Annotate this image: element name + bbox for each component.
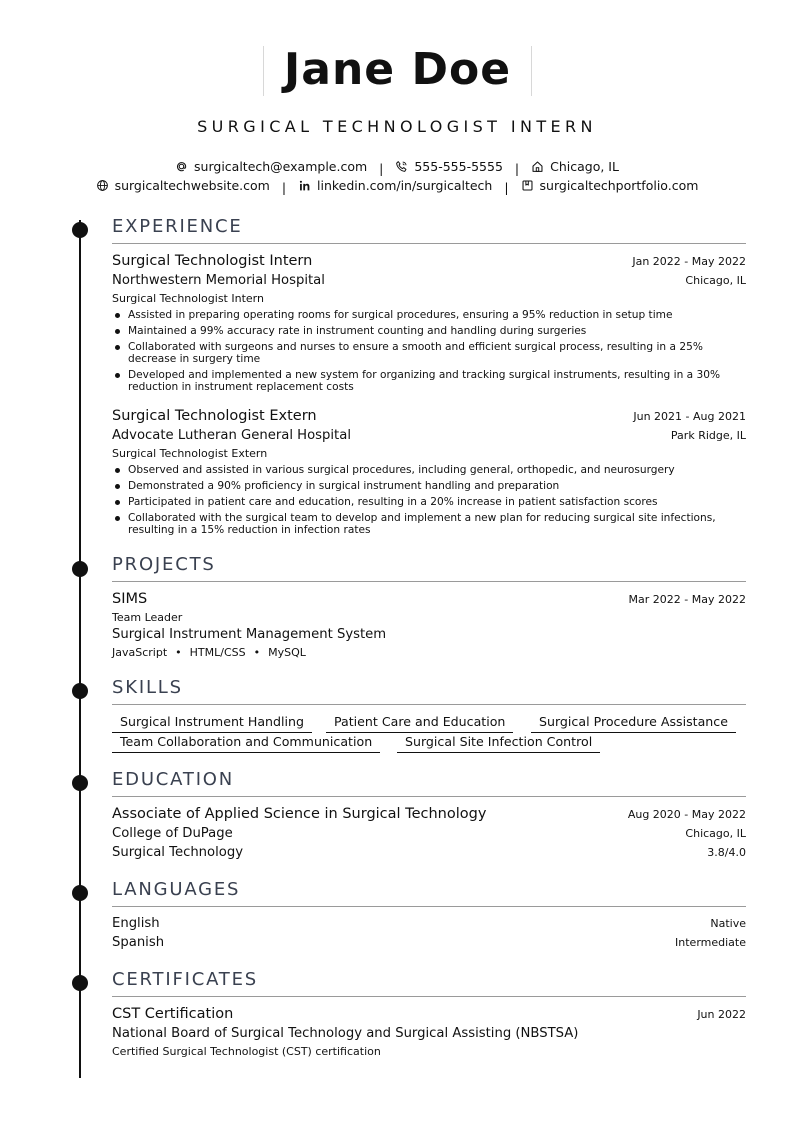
education-1-header <box>112 806 746 822</box>
globe-icon <box>96 179 109 192</box>
education-1-degree: Associate of Applied Science in Surgical Technology <box>112 806 487 822</box>
experience-1-date: Jan 2022 - May 2022 <box>632 255 746 268</box>
experience-2-header <box>112 408 746 424</box>
project-1-description: Surgical Instrument Management System <box>112 627 387 642</box>
language-name: English <box>112 916 160 931</box>
project-1-name: SIMS <box>112 591 148 607</box>
experience-1-header <box>112 253 746 269</box>
certificate-1-issuer-row <box>112 1026 746 1041</box>
language-row <box>112 916 746 931</box>
experience-2-subtitle-row <box>112 447 746 460</box>
skill-tag: Surgical Instrument Handling <box>112 714 312 733</box>
education-1-location: Chicago, IL <box>685 827 746 840</box>
timeline-dot <box>72 775 88 791</box>
linkedin-text: linkedin.com/in/surgicaltech <box>317 178 493 193</box>
list-item: Developed and implemented a new system for organizing and tracking surgical instruments, resulting in a 30% reduction in instrument replacement costs <box>112 369 746 393</box>
language-level: Native <box>710 917 746 930</box>
list-item: Participated in patient care and education, resulting in a 20% increase in patient satisfaction scores <box>112 496 746 508</box>
list-item: Maintained a 99% accuracy rate in instrument counting and handling during surgeries <box>112 325 746 337</box>
list-item: Collaborated with surgeons and nurses to ensure a smooth and efficient surgical process, resulting in a 25% decrease in surgery time <box>112 341 746 365</box>
skill-tag: Team Collaboration and Communication <box>112 734 380 753</box>
contact-row-2 <box>0 178 794 195</box>
experience-1-subtitle: Surgical Technologist Intern <box>112 292 264 305</box>
education-1-field: Surgical Technology <box>112 845 244 860</box>
project-1-date: Mar 2022 - May 2022 <box>628 593 746 606</box>
language-level: Intermediate <box>675 936 746 949</box>
project-1-header <box>112 591 746 607</box>
experience-2-bullets <box>112 464 746 540</box>
portfolio-contact[interactable] <box>521 178 699 193</box>
separator: | <box>281 180 287 195</box>
email-contact[interactable] <box>175 159 367 174</box>
certificate-1-date: Jun 2022 <box>697 1008 746 1021</box>
timeline-dot <box>72 975 88 991</box>
list-item: Assisted in preparing operating rooms for surgical procedures, ensuring a 95% reduction in setup time <box>112 309 746 321</box>
location-text: Chicago, IL <box>550 159 619 174</box>
timeline-line <box>79 220 81 1078</box>
list-item: Demonstrated a 90% proficiency in surgical instrument handling and preparation <box>112 480 746 492</box>
linkedin-contact[interactable] <box>298 178 492 193</box>
experience-2-location: Park Ridge, IL <box>670 429 746 442</box>
separator: | <box>504 180 509 195</box>
experience-1-org <box>112 273 746 288</box>
at-icon <box>175 160 188 173</box>
contact-row-1 <box>0 159 794 176</box>
project-1-tech <box>112 646 306 659</box>
certificate-1-description: Certified Surgical Technologist (CST) certification <box>112 1045 381 1058</box>
skill-tag: Surgical Procedure Assistance <box>531 714 736 733</box>
language-name: Spanish <box>112 935 165 950</box>
experience-1-bullets <box>112 309 746 397</box>
experience-2-date: Jun 2021 - Aug 2021 <box>633 410 746 423</box>
phone-text: 555-555-5555 <box>414 159 503 174</box>
education-heading: EDUCATION <box>112 769 746 797</box>
separator: | <box>379 161 384 176</box>
timeline-dot <box>72 561 88 577</box>
certificate-1-description-row <box>112 1045 746 1058</box>
list-item: Collaborated with the surgical team to develop and implement a new plan for reducing surgical site infections, resulting in a 15% reduction in infection rates <box>112 512 746 536</box>
certificate-1-header <box>112 1006 746 1022</box>
skills-heading: SKILLS <box>112 677 746 705</box>
phone-contact[interactable] <box>395 159 503 174</box>
name-block <box>263 46 532 96</box>
list-item: Observed and assisted in various surgical procedures, including general, orthopedic, and neurosurgery <box>112 464 746 476</box>
experience-2-org <box>112 428 746 443</box>
languages-heading: LANGUAGES <box>112 879 746 907</box>
certificate-1-name: CST Certification <box>112 1006 234 1022</box>
phone-icon <box>395 160 408 173</box>
certificate-1-issuer: National Board of Surgical Technology and Surgical Assisting (NBSTSA) <box>112 1026 579 1041</box>
tech-item: JavaScript <box>112 646 168 659</box>
timeline-dot <box>72 222 88 238</box>
portfolio-text: surgicaltechportfolio.com <box>539 178 699 193</box>
project-1-role-row <box>112 611 746 624</box>
candidate-name: Jane Doe <box>283 44 512 95</box>
experience-1-position: Surgical Technologist Intern <box>112 253 313 269</box>
education-1-school: College of DuPage <box>112 826 233 841</box>
timeline-dot <box>72 885 88 901</box>
education-1-school-row <box>112 826 746 841</box>
experience-2-position: Surgical Technologist Extern <box>112 408 317 424</box>
experience-1-company: Northwestern Memorial Hospital <box>112 273 325 288</box>
language-row <box>112 935 746 950</box>
home-icon <box>531 160 544 173</box>
website-contact[interactable] <box>96 178 270 193</box>
linkedin-icon <box>298 179 311 192</box>
project-1-role: Team Leader <box>112 611 183 624</box>
portfolio-icon <box>521 179 534 192</box>
experience-1-location: Chicago, IL <box>685 274 746 287</box>
separator: | <box>514 161 520 176</box>
experience-2-company: Advocate Lutheran General Hospital <box>112 428 351 443</box>
tech-item: MySQL <box>268 646 306 659</box>
location-contact <box>531 159 619 174</box>
project-1-description-row <box>112 627 746 642</box>
skill-tag: Surgical Site Infection Control <box>397 734 600 753</box>
website-text: surgicaltechwebsite.com <box>114 178 270 193</box>
experience-1-subtitle-row <box>112 292 746 305</box>
education-1-date: Aug 2020 - May 2022 <box>627 808 746 821</box>
experience-heading: EXPERIENCE <box>112 216 746 244</box>
education-1-field-row <box>112 845 746 860</box>
tech-separator: • <box>253 646 261 659</box>
email-text: surgicaltech@example.com <box>194 159 368 174</box>
projects-heading: PROJECTS <box>112 554 746 582</box>
timeline-dot <box>72 683 88 699</box>
experience-2-subtitle: Surgical Technologist Extern <box>112 447 268 460</box>
skill-tag: Patient Care and Education <box>326 714 513 733</box>
certificates-heading: CERTIFICATES <box>112 969 746 997</box>
education-1-gpa: 3.8/4.0 <box>707 846 746 859</box>
tech-item: HTML/CSS <box>189 646 246 659</box>
tech-separator: • <box>175 646 182 659</box>
job-title: SURGICAL TECHNOLOGIST INTERN <box>197 117 597 136</box>
